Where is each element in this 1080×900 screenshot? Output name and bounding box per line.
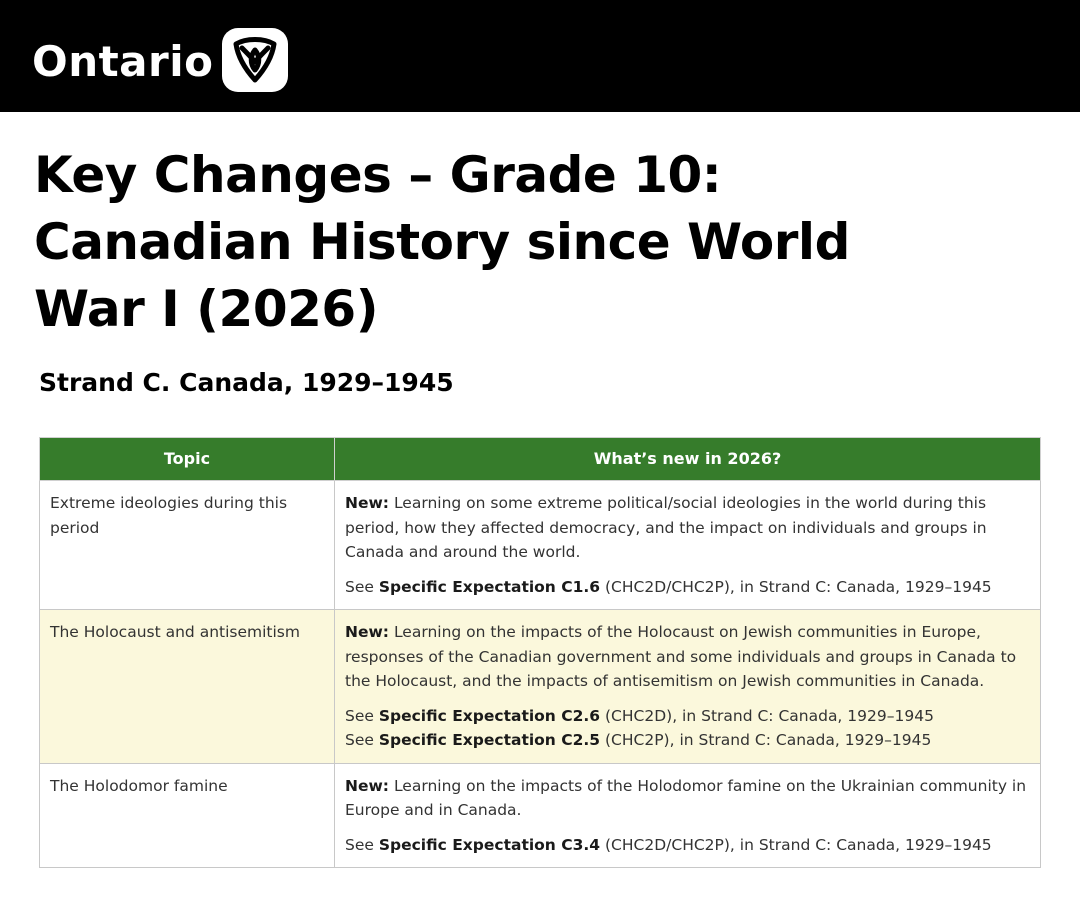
expectation-reference [345, 833, 1030, 858]
topic-cell: Extreme ideologies during this period [40, 481, 335, 610]
expectation-code: Specific Expectation C2.6 [378, 706, 601, 725]
expectation-reference [345, 575, 1030, 600]
key-changes-table [39, 437, 1041, 868]
site-header [0, 0, 1080, 112]
trillium-icon [222, 28, 288, 92]
strand-heading: Strand C. Canada, 1929–1945 [39, 368, 454, 397]
table-row [40, 610, 1041, 764]
new-description [345, 620, 1030, 694]
title-line-3: War I (2026) [34, 280, 379, 338]
whats-new-cell [335, 610, 1041, 764]
expectation-code: Specific Expectation C3.4 [378, 835, 601, 854]
reference-detail: (CHC2D), in Strand C: Canada, 1929–1945 [600, 706, 934, 725]
reference-detail: (CHC2P), in Strand C: Canada, 1929–1945 [600, 731, 932, 749]
new-description [345, 491, 1030, 565]
new-text: Learning on some extreme political/social ideologies in the world during this period, how they affected democracy, and the impact on individuals and groups in Canada and around the world. [345, 494, 987, 561]
topic-cell: The Holodomor famine [40, 763, 335, 868]
page-title [34, 142, 1034, 343]
new-text: Learning on the impacts of the Holodomor famine on the Ukrainian community in Europe and in Canada. [345, 776, 1027, 819]
table-row [40, 763, 1041, 868]
table-row [40, 481, 1041, 610]
see-text: See [345, 731, 379, 749]
column-header-whats-new: What’s new in 2026? [335, 438, 1041, 481]
expectation-references [345, 704, 1030, 753]
new-description [345, 774, 1030, 823]
see-text: See [345, 835, 379, 854]
new-label: New: [345, 623, 390, 641]
reference-detail: (CHC2D/CHC2P), in Strand C: Canada, 1929–1945 [600, 577, 992, 596]
topic-cell: The Holocaust and antisemitism [40, 610, 335, 764]
whats-new-cell [335, 481, 1041, 610]
new-label: New: [345, 494, 390, 512]
see-text: See [345, 706, 379, 725]
expectation-reference [345, 728, 1030, 753]
expectation-code: Specific Expectation C1.6 [378, 577, 601, 596]
table-header-row [40, 438, 1041, 481]
new-label: New: [345, 776, 390, 795]
see-text: See [345, 577, 379, 596]
ontario-wordmark[interactable]: Ontario [32, 37, 214, 86]
column-header-topic: Topic [40, 438, 335, 481]
reference-detail: (CHC2D/CHC2P), in Strand C: Canada, 1929–1945 [600, 835, 992, 854]
title-line-2: Canadian History since World [34, 213, 850, 271]
expectation-code: Specific Expectation C2.5 [378, 731, 601, 749]
whats-new-cell [335, 763, 1041, 868]
new-text: Learning on the impacts of the Holocaust on Jewish communities in Europe, responses of the Canadian government and some individuals and groups in Canada to the Holocaust, and the impacts of antisemitism on Jewish communities in Canada. [345, 623, 1017, 690]
title-line-1: Key Changes – Grade 10: [34, 146, 722, 204]
expectation-reference [345, 704, 1030, 729]
